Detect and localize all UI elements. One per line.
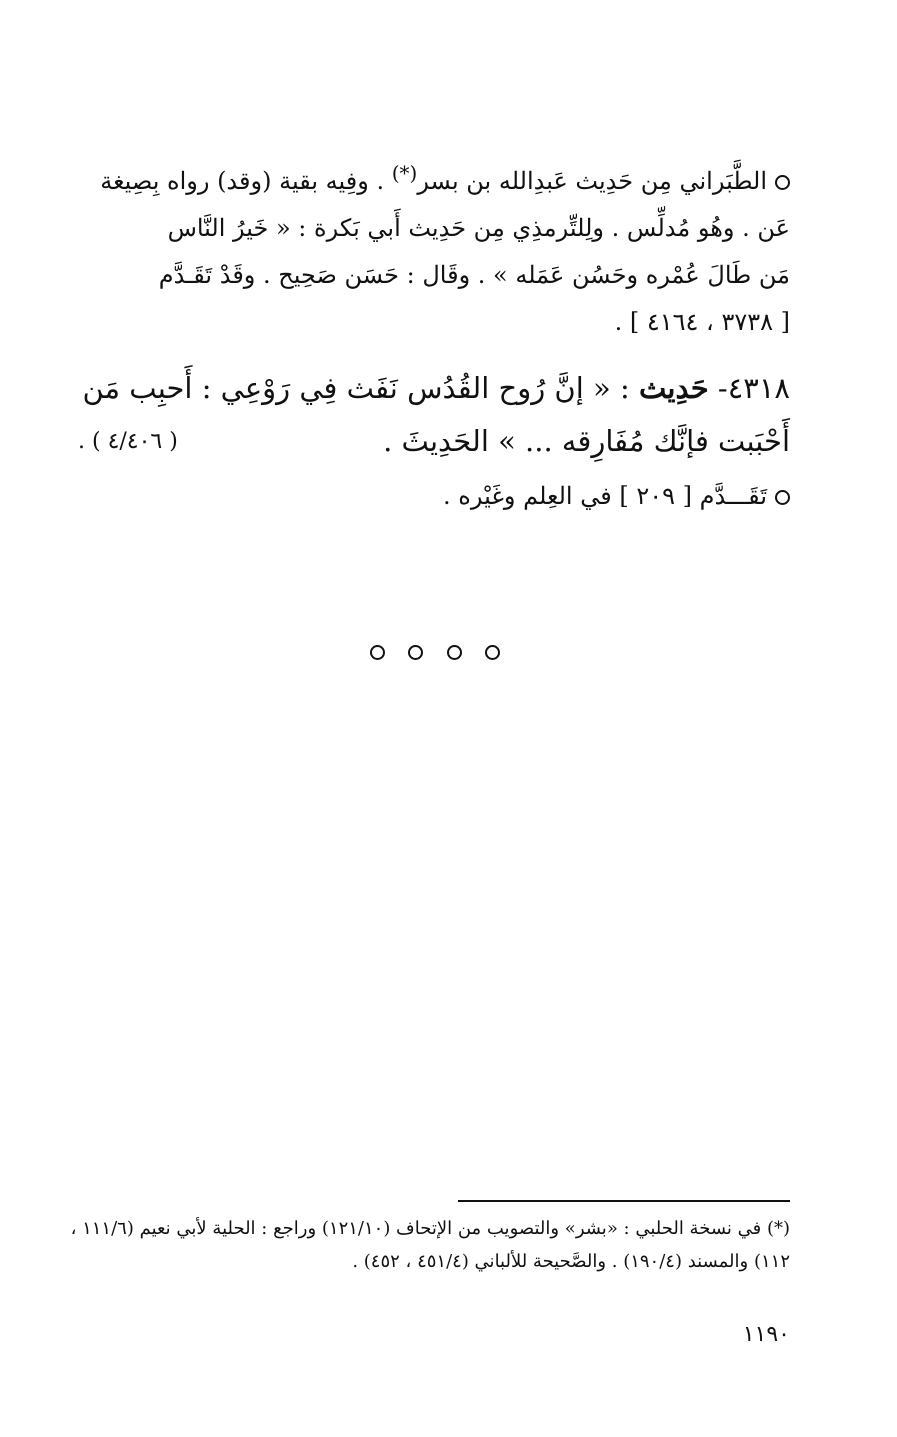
footnote-line-1: (*) في نسخة الحلبي : «بشر» والتصويب من الإتحاف (١٢١/١٠) وراجع : الحلية لأبي نعيم (١١١/٦ ،: [70, 1218, 790, 1239]
divider-circle-icon: [370, 645, 385, 660]
entry-line-2-text: أَحْبَبت فإنَّك مُفَارِقه ... » الحَدِيثَ .: [383, 424, 790, 458]
entry-number: ٤٣١٨-: [717, 371, 790, 405]
divider-circle-icon: [447, 645, 462, 660]
entry-note-line: [78, 474, 790, 518]
divider-circle-icon: [408, 645, 423, 660]
commentary-line-1: [78, 150, 790, 205]
hadith-entry: [78, 362, 790, 468]
entry-note-text: تَقَـــدَّم [ ٢٠٩ ] في العِلم وغَيْره .: [443, 482, 767, 510]
commentary-line-2: عَن . وهُو مُدلِّس . ولِلتِّرمذِي مِن حَدِيث أَبي بَكرة : « خَيرُ النَّاس: [167, 214, 790, 242]
section-divider: [370, 640, 500, 664]
circle-bullet-icon: [775, 490, 790, 505]
footnote-line-2: ١١٢) والمسند (١٩٠/٤) . والصَّحيحة للألباني (٤٥١/٤ ، ٤٥٢) .: [352, 1251, 790, 1272]
divider-circle-icon: [485, 645, 500, 660]
footnote-rule: [458, 1200, 790, 1202]
page-number: ١١٩٠: [742, 1322, 790, 1347]
circle-bullet-icon: [775, 175, 790, 190]
commentary-line-4: [ ٣٧٣٨ ، ٤١٦٤ ] .: [614, 308, 790, 336]
footnote-marker: (*): [391, 161, 418, 185]
commentary-line-3: مَن طَالَ عُمْره وحَسُن عَمَله » . وقَال : حَسَن صَحِيح . وقَدْ تَقَـدَّم: [158, 261, 790, 289]
commentary-line-1-text: الطَّبَراني مِن حَدِيث عَبدِالله بن بسر: [417, 167, 767, 195]
footnote: [70, 1212, 790, 1278]
commentary-line-1-tail: . وفِيه بقية (وقد) رواه بِصِيغة: [100, 167, 392, 195]
commentary-paragraph: [78, 150, 790, 346]
entry-line-1: [78, 362, 790, 415]
entry-heading: حَدِيث: [638, 371, 709, 405]
entry-line-2: [78, 415, 790, 468]
entry-source-reference: ( ٤/٤٠٦ ) .: [78, 429, 178, 454]
entry-line-1-text: : « إنَّ رُوح القُدُس نَفَث فِي رَوْعِي : أَحبِب مَن: [82, 371, 639, 405]
entry-note: [78, 474, 790, 518]
